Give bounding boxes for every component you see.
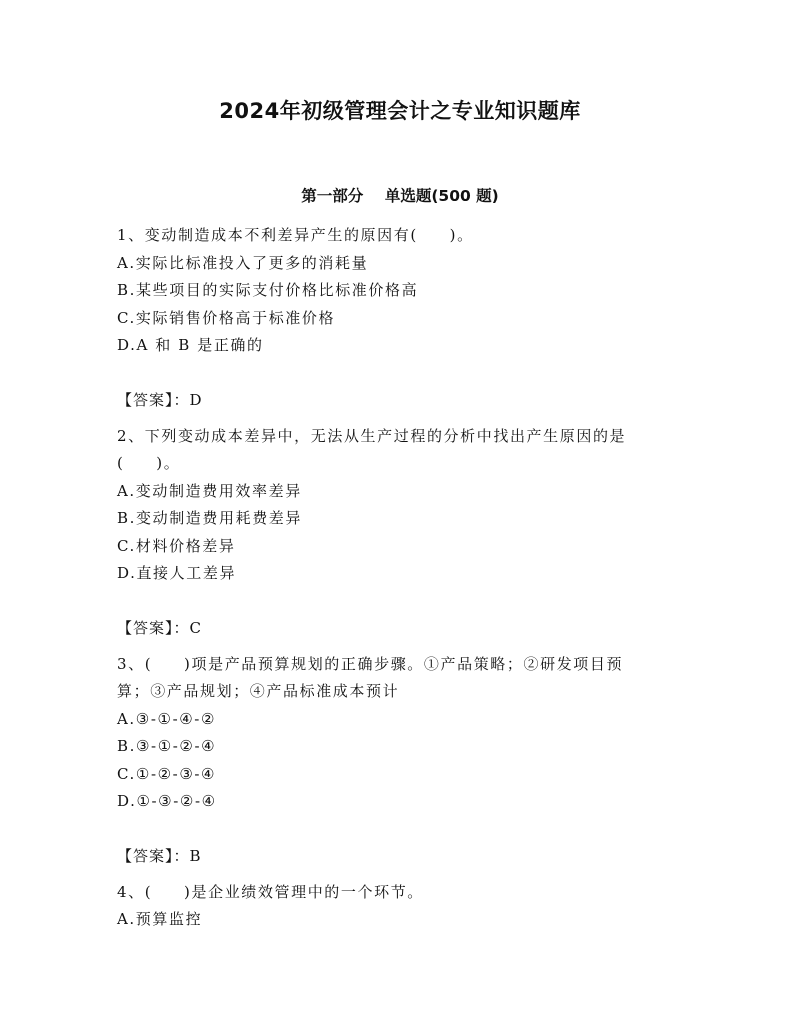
question-stem: 4、( )是企业绩效管理中的一个环节。 — [117, 882, 424, 901]
answer-1 — [117, 387, 687, 415]
option-b: B.变动制造费用耗费差异 — [117, 509, 302, 527]
answer-2 — [117, 615, 687, 643]
question-2 — [117, 423, 687, 588]
answer-label: 【答案】 — [117, 847, 174, 865]
question-stem-continued: ( )。 — [117, 454, 181, 472]
answer-label: 【答案】 — [117, 391, 174, 409]
question-stem: 3、( )项是产品预算规划的正确步骤。①产品策略；②研发项目预 — [117, 654, 624, 673]
question-stem: 2、下列变动成本差异中，无法从生产过程的分析中找出产生原因的是 — [117, 426, 627, 445]
answer-value: ：C — [173, 619, 202, 637]
option-a: A.实际比标准投入了更多的消耗量 — [117, 253, 369, 272]
answer-value: ：B — [173, 847, 202, 865]
question-4 — [117, 879, 687, 934]
option-d: D.A 和 B 是正确的 — [117, 336, 264, 354]
option-a: A.预算监控 — [117, 910, 203, 928]
option-a: A.③-①-④-② — [117, 709, 216, 728]
question-stem: 1、变动制造成本不利差异产生的原因有( )。 — [117, 226, 474, 244]
section-title: 第一部分 单选题(500 题) — [301, 187, 499, 205]
question-stem-continued: 算；③产品规划；④产品标准成本预计 — [117, 682, 400, 700]
question-3 — [117, 651, 687, 816]
question-list — [117, 222, 687, 934]
question-1 — [117, 222, 687, 360]
option-d: D.①-③-②-④ — [117, 792, 217, 810]
option-b: B.某些项目的实际支付价格比标准价格高 — [117, 281, 419, 299]
option-c: C.材料价格差异 — [117, 536, 236, 555]
answer-value: ：D — [173, 391, 203, 409]
document-title: 2024年初级管理会计之专业知识题库 — [219, 99, 581, 123]
option-c: C.①-②-③-④ — [117, 764, 217, 783]
option-a: A.变动制造费用效率差异 — [117, 481, 302, 500]
option-d: D.直接人工差异 — [117, 564, 237, 582]
answer-label: 【答案】 — [117, 619, 174, 637]
option-b: B.③-①-②-④ — [117, 737, 217, 755]
option-c: C.实际销售价格高于标准价格 — [117, 308, 336, 327]
answer-3 — [117, 843, 687, 871]
